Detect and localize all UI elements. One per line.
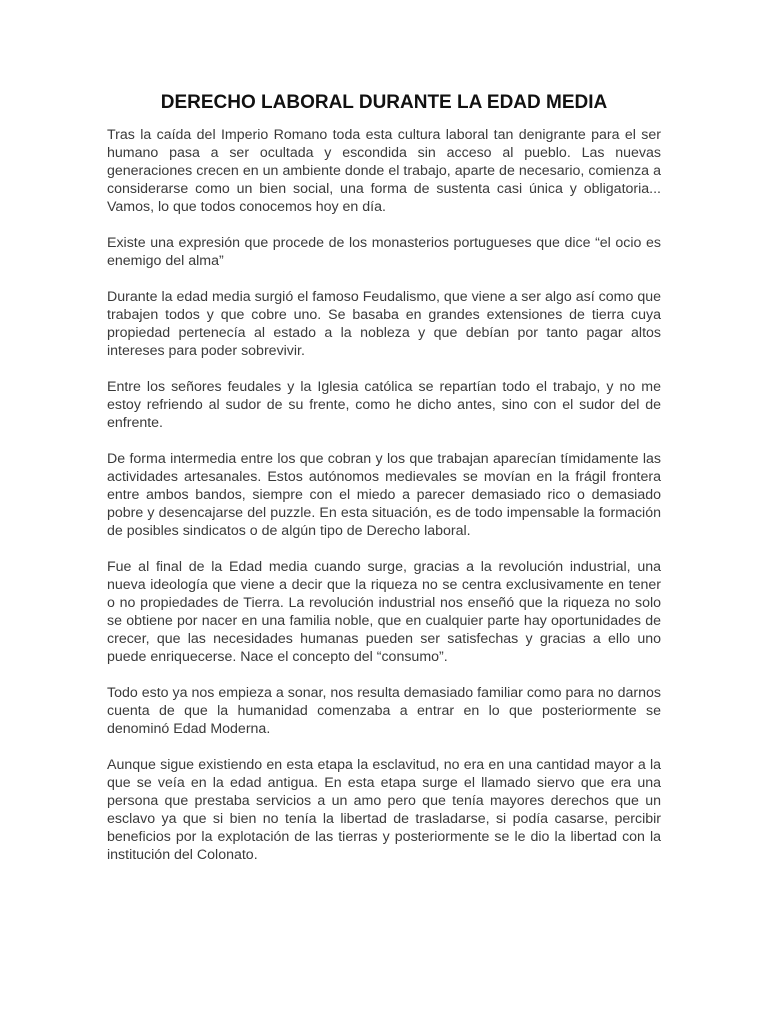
- paragraph-1: Tras la caída del Imperio Romano toda esta cultura laboral tan denigrante para el ser humano pasa a ser ocultada y escondida sin acceso al pueblo. Las nuevas generaciones crecen en un ambiente donde el trabajo, aparte de necesario, comienza a considerarse como un bien social, una forma de sustenta casi única y obligatoria... Vamos, lo que todos conocemos hoy en día.: [107, 127, 661, 215]
- paragraph-6: Fue al final de la Edad media cuando surge, gracias a la revolución industrial, una nueva ideología que viene a decir que la riqueza no se centra exclusivamente en tener o no propiedades de Tierra. La revolución industrial nos enseñó que la riqueza no solo se obtiene por nacer en una familia noble, que en cualquier parte hay oportunidades de crecer, que las necesidades humanas pueden ser satisfechas y gracias a ello uno puede enriquecerse. Nace el concepto del “consumo”.: [107, 559, 661, 665]
- paragraph-5: De forma intermedia entre los que cobran y los que trabajan aparecían tímidamente las actividades artesanales. Estos autónomos medievales se movían en la frágil frontera entre ambos bandos, siempre con el miedo a parecer demasiado rico o demasiado pobre y desencajarse del puzzle. En esta situación, es de todo impensable la formación de posibles sindicatos o de algún tipo de Derecho laboral.: [107, 451, 661, 539]
- document-title: DERECHO LABORAL DURANTE LA EDAD MEDIA: [160, 92, 608, 113]
- paragraph-8: Aunque sigue existiendo en esta etapa la esclavitud, no era en una cantidad mayor a la que se veía en la edad antigua. En esta etapa surge el llamado siervo que era una persona que prestaba servicios a un amo pero que tenía mayores derechos que un esclavo ya que si bien no tenía la libertad de trasladarse, si podía casarse, percibir beneficios por la explotación de las tierras y posteriormente se le dio la libertad con la institución del Colonato.: [107, 757, 661, 863]
- paragraph-3: Durante la edad media surgió el famoso Feudalismo, que viene a ser algo así como que trabajen todos y que cobre uno. Se basaba en grandes extensiones de tierra cuya propiedad pertenecía al estado a la nobleza y que debían por tanto pagar altos intereses para poder sobrevivir.: [107, 289, 661, 359]
- paragraph-2: Existe una expresión que procede de los monasterios portugueses que dice “el ocio es enemigo del alma”: [107, 235, 661, 269]
- paragraph-7: Todo esto ya nos empieza a sonar, nos resulta demasiado familiar como para no darnos cuenta de que la humanidad comenzaba a entrar en lo que posteriormente se denominó Edad Moderna.: [107, 685, 661, 737]
- paragraph-4: Entre los señores feudales y la Iglesia católica se repartían todo el trabajo, y no me estoy refriendo al sudor de su frente, como he dicho antes, sino con el sudor del de enfrente.: [107, 379, 661, 431]
- document-body: [107, 126, 661, 882]
